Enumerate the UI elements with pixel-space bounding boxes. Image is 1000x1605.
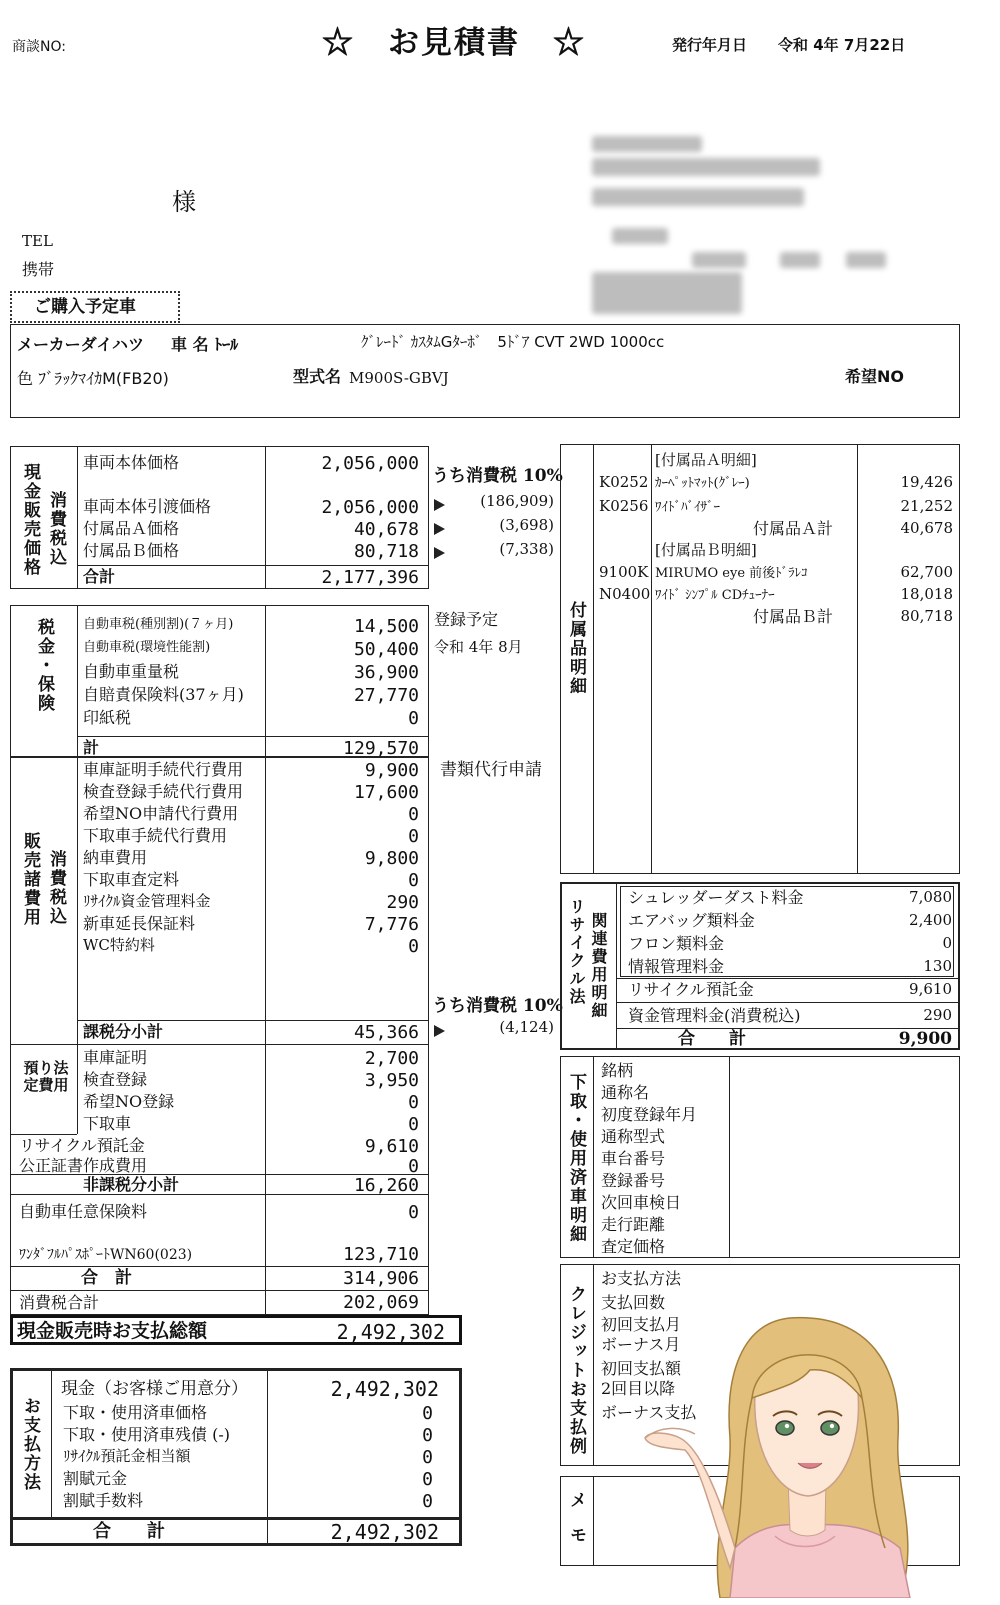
tradein-field-3: 通称型式 [601, 1127, 666, 1146]
tax-value-2: 36,900 [353, 662, 419, 683]
tax-total-label: 計 [83, 738, 100, 757]
vehicle-model: M900S-GBVJ [349, 369, 449, 387]
fee-label-3: 下取車手続代行費用 [83, 826, 228, 845]
arrow-icon [434, 520, 445, 539]
summary-total-label: 合 計 [81, 1268, 132, 1288]
fee-value-1: 17,600 [353, 782, 419, 803]
registration-date: 令和 4年 8月 [434, 638, 523, 656]
tel-label: TEL [22, 232, 53, 250]
price-label-2: 付属品Ａ価格 [83, 519, 180, 538]
payment-label-1: 下取・使用済車価格 [63, 1403, 208, 1422]
accessories-a-header: [付属品Ａ明細] [655, 451, 757, 469]
accessories-a-total-label: 付属品Ａ計 [752, 519, 833, 538]
recycle-value-2: 0 [942, 934, 952, 952]
price-tax-value-1: (3,698) [499, 516, 554, 534]
accessories-a-total: 40,678 [900, 519, 953, 537]
legal-label-1: 検査登録 [83, 1070, 148, 1089]
tax-label-0: 自動車税(種別割)(７ヶ月) [83, 617, 234, 632]
legal-label-5: 公正証書作成費用 [19, 1156, 148, 1175]
accessory-a-code-1: K0256 [599, 497, 649, 515]
fee-label-2: 希望NO申請代行費用 [83, 804, 239, 823]
payment-label: お支払方法 [20, 1397, 40, 1492]
vehicle-maker: メーカーダイハツ [17, 335, 145, 354]
payment-label-4: 割賦元金 [63, 1469, 128, 1488]
fees-subtotal-label: 課税分小計 [83, 1022, 164, 1041]
legal-subtotal: 16,260 [353, 1175, 419, 1196]
accessories-b-header: [付属品Ｂ明細] [655, 541, 757, 559]
fees-label: 販売諸費用 [20, 832, 40, 927]
price-label-0: 車両本体価格 [83, 453, 180, 472]
accessory-a-value-0: 19,426 [900, 473, 953, 491]
legal-value-5: 0 [408, 1156, 419, 1177]
fee-value-3: 0 [408, 826, 419, 847]
arrow-icon [434, 544, 445, 563]
fee-label-6: ﾘｻｲｸﾙ資金管理料金 [83, 892, 211, 910]
recycle-mgmt: 290 [923, 1006, 952, 1024]
payment-box [10, 1368, 462, 1546]
tradein-box [560, 1056, 960, 1258]
vehicle-wish-number-label: 希望NO [845, 367, 904, 386]
cash-price-tax-label: 消費税込 [46, 491, 66, 567]
price-total: 2,177,396 [321, 567, 419, 588]
vehicle-box [10, 324, 960, 418]
payment-label-0: 現金（お客様ご用意分） [61, 1379, 248, 1399]
recycle-label-1: エアバッグ類料金 [628, 911, 755, 930]
accessories-b-total: 80,718 [900, 607, 953, 625]
tax-label-4: 印紙税 [83, 708, 132, 727]
fee-label-0: 車庫証明手続代行費用 [83, 760, 244, 779]
tradein-field-8: 査定価格 [601, 1237, 666, 1256]
payment-value-0: 2,492,302 [330, 1377, 439, 1401]
fee-label-4: 納車費用 [83, 848, 148, 867]
recycle-label-0: シュレッダーダスト料金 [628, 888, 804, 907]
fee-value-2: 0 [408, 804, 419, 825]
recycle-deposit: 9,610 [909, 980, 952, 998]
issue-date-label: 発行年月日 [672, 36, 748, 54]
tradein-label: 下取・使用済車明細 [566, 1073, 586, 1244]
price-label-1: 車両本体引渡価格 [83, 497, 212, 516]
recycle-total-label: 合 計 [678, 1029, 746, 1049]
optional-insurance-label: 自動車任意保険料 [19, 1202, 148, 1221]
fee-value-4: 9,800 [364, 848, 419, 869]
vehicle-section-tab [10, 291, 180, 323]
tradein-field-4: 車台番号 [601, 1149, 666, 1168]
accessory-b-value-1: 18,018 [900, 585, 953, 603]
recycle-value-1: 2,400 [909, 911, 952, 929]
recycle-label-inner: 関連費用明細 [589, 912, 608, 1020]
accessory-b-value-0: 62,700 [900, 563, 953, 581]
legal-label-2: 希望NO登録 [83, 1092, 175, 1111]
payment-label-3: ﾘｻｲｸﾙ預託金相当額 [63, 1447, 191, 1465]
credit-field-0: お支払方法 [601, 1269, 682, 1288]
grand-total-box [10, 1315, 462, 1345]
price-value-0: 2,056,000 [321, 453, 419, 474]
recycle-label-3: 情報管理料金 [628, 957, 725, 976]
tradein-field-6: 次回車検日 [601, 1193, 682, 1212]
tax-value-1: 50,400 [353, 639, 419, 660]
price-value-2: 40,678 [353, 519, 419, 540]
vehicle-name: 車 名 ﾄｰﾙ [171, 335, 239, 354]
memo-label: メモ [566, 1491, 586, 1561]
fees-subtotal: 45,366 [353, 1022, 419, 1043]
legal-value-4: 9,610 [364, 1136, 419, 1157]
payment-value-5: 0 [422, 1491, 433, 1512]
accessory-b-name-0: MIRUMO eye 前後ﾄﾞﾗﾚｺ [655, 566, 808, 581]
recycle-total: 9,900 [898, 1029, 952, 1049]
vehicle-grade: ｸﾞﾚｰﾄﾞ ｶｽﾀﾑGﾀｰﾎﾞ 5ﾄﾞｱ CVT 2WD 1000cc [361, 333, 665, 351]
accessory-a-name-1: ﾜｲﾄﾞﾊﾞｲｻﾞｰ [655, 500, 720, 515]
tax-total: 129,570 [343, 738, 419, 759]
deal-number-label: 商談NO: [12, 39, 66, 55]
legal-label-3: 下取車 [83, 1114, 132, 1133]
fee-label-1: 検査登録手続代行費用 [83, 782, 244, 801]
price-label-3: 付属品Ｂ価格 [83, 541, 180, 560]
price-total-label: 合計 [83, 567, 116, 586]
tradein-field-2: 初度登録年月 [601, 1105, 698, 1124]
summary-total: 314,906 [343, 1268, 419, 1289]
accessory-a-name-0: ｶｰﾍﾟｯﾄﾏｯﾄ(ｸﾞﾚｰ) [655, 476, 750, 491]
accessories-label: 付属品明細 [566, 601, 586, 696]
tax-sum-label: 消費税合計 [19, 1293, 100, 1312]
price-tax-title: うち消費税 10% [432, 466, 563, 486]
credit-field-4: 初回支払額 [601, 1359, 682, 1378]
fee-label-5: 下取車査定料 [83, 870, 180, 889]
fee-value-5: 0 [408, 870, 419, 891]
tax-label-1: 自動車税(環境性能割) [83, 640, 211, 655]
price-tax-value-0: (186,909) [480, 492, 554, 510]
tradein-field-5: 登録番号 [601, 1171, 666, 1190]
tax-value-4: 0 [408, 708, 419, 729]
payment-value-3: 0 [422, 1447, 433, 1468]
accessories-box [560, 444, 960, 874]
fees-tax-value: (4,124) [499, 1018, 554, 1036]
arrow-icon [434, 496, 445, 515]
credit-field-6: ボーナス支払 [601, 1403, 697, 1422]
credit-field-3: ボーナス月 [601, 1335, 681, 1354]
legal-label-0: 車庫証明 [83, 1048, 148, 1067]
accessories-b-total-label: 付属品Ｂ計 [752, 607, 833, 626]
issue-date: 令和 4年 7月22日 [778, 36, 906, 54]
insurance-item-value: 123,710 [343, 1244, 419, 1265]
arrow-icon [434, 1022, 445, 1041]
fee-label-7: 新車延長保証料 [83, 914, 196, 933]
accessory-b-code-0: 9100K [599, 563, 649, 581]
customer-honorific: 様 [172, 188, 196, 216]
legal-value-0: 2,700 [364, 1048, 419, 1069]
credit-label: クレジットお支払例 [566, 1285, 586, 1456]
accessory-b-name-1: ﾜｲﾄﾞ ｼﾝﾌﾟﾙ CDﾁｭｰﾅｰ [655, 588, 775, 603]
payment-value-1: 0 [422, 1403, 433, 1424]
grand-total-label: 現金販売時お支払総額 [17, 1320, 208, 1342]
tax-value-3: 27,770 [353, 685, 419, 706]
document-service-label: 書類代行申請 [440, 760, 542, 780]
fee-value-7: 7,776 [364, 914, 419, 935]
price-value-3: 80,718 [353, 541, 419, 562]
legal-value-2: 0 [408, 1092, 419, 1113]
fee-value-8: 0 [408, 936, 419, 957]
recycle-mgmt-label: 資金管理料金(消費税込) [628, 1006, 801, 1025]
recycle-value-3: 130 [923, 957, 952, 975]
fee-value-6: 290 [386, 892, 419, 913]
tradein-field-1: 通称名 [601, 1083, 650, 1102]
vehicle-model-label: 型式名 [293, 367, 342, 386]
fees-tax-title: うち消費税 10% [432, 996, 563, 1016]
assistant-illustration [640, 1298, 960, 1598]
tax-value-0: 14,500 [353, 616, 419, 637]
recycle-value-0: 7,080 [909, 888, 952, 906]
legal-subtotal-label: 非課税分小計 [83, 1175, 180, 1194]
payment-value-2: 0 [422, 1425, 433, 1446]
credit-field-5: 2回目以降 [601, 1379, 676, 1398]
document-title: ☆ お見積書 ☆ [322, 25, 586, 61]
registration-label: 登録予定 [434, 610, 499, 629]
vehicle-section-label: ご購入予定車 [34, 297, 136, 317]
price-tax-value-2: (7,338) [499, 540, 554, 558]
tax-label-3: 自賠責保険料(37ヶ月) [83, 685, 244, 704]
tax-sum: 202,069 [343, 1292, 419, 1313]
fees-box [10, 757, 429, 1315]
tax-label-2: 自動車重量税 [83, 662, 180, 681]
legal-label: 預り法定費用 [23, 1059, 69, 1094]
accessory-b-code-1: N0400 [599, 585, 651, 603]
legal-value-3: 0 [408, 1114, 419, 1135]
tradein-field-0: 銘柄 [601, 1061, 634, 1080]
fee-label-8: WC特約料 [83, 936, 155, 954]
accessory-a-value-1: 21,252 [900, 497, 953, 515]
recycle-label-outer: リサイクル法 [567, 898, 586, 1006]
payment-total-label: 合 計 [93, 1521, 165, 1542]
mobile-label: 携帯 [22, 260, 55, 279]
tax-insurance-box [10, 605, 429, 757]
tax-insurance-label: 税金・保険 [34, 618, 54, 713]
tradein-field-7: 走行距離 [601, 1215, 666, 1234]
recycle-label-2: フロン類料金 [628, 934, 725, 953]
payment-value-4: 0 [422, 1469, 433, 1490]
recycle-deposit-label: リサイクル預託金 [628, 980, 754, 999]
grand-total: 2,492,302 [336, 1320, 445, 1344]
fee-value-0: 9,900 [364, 760, 419, 781]
payment-total: 2,492,302 [330, 1520, 439, 1544]
cash-price-label: 現金販売価格 [20, 463, 40, 577]
fees-tax-label: 消費税込 [46, 850, 66, 926]
legal-label-4: リサイクル預託金 [19, 1136, 145, 1155]
optional-insurance-value: 0 [408, 1202, 419, 1223]
credit-field-2: 初回支払月 [601, 1315, 682, 1334]
vehicle-color: 色 ﾌﾞﾗｯｸﾏｲｶM(FB20) [17, 369, 169, 388]
legal-value-1: 3,950 [364, 1070, 419, 1091]
cash-price-box [10, 446, 429, 589]
payment-label-5: 割賦手数料 [63, 1491, 144, 1510]
price-value-1: 2,056,000 [321, 497, 419, 518]
accessory-a-code-0: K0252 [599, 473, 649, 491]
payment-label-2: 下取・使用済車残債 (-) [63, 1425, 230, 1444]
recycle-box [560, 882, 960, 1050]
credit-field-1: 支払回数 [601, 1293, 666, 1312]
insurance-item-label: ﾜﾝﾀﾞﾌﾙﾊﾟｽﾎﾟｰﾄWN60(023) [19, 1247, 193, 1263]
